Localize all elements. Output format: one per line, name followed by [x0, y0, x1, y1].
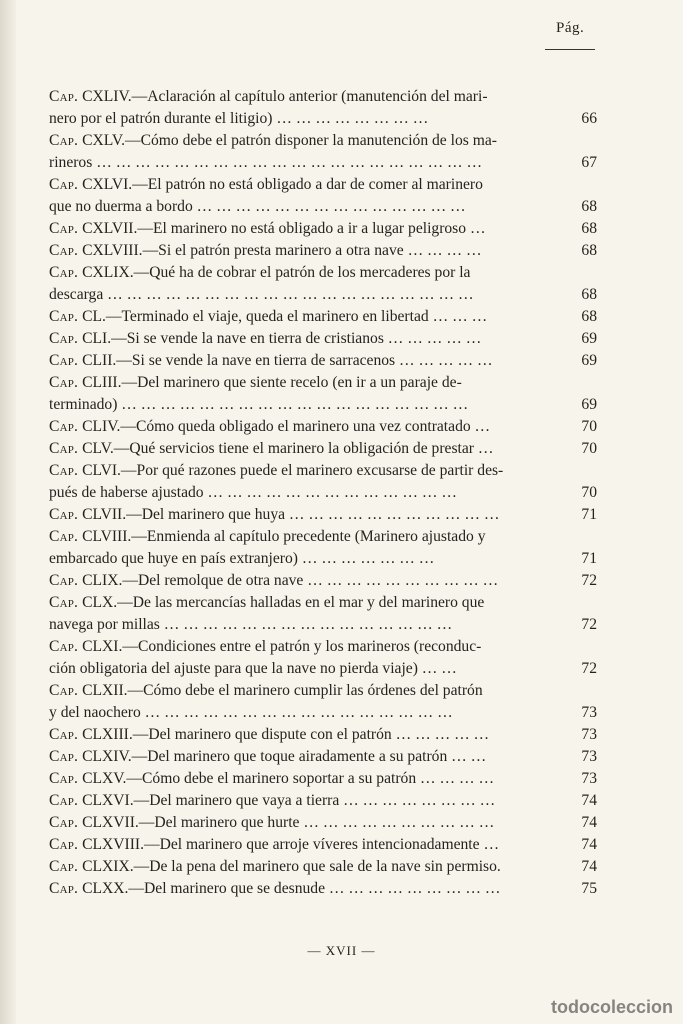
toc-entry-line	[49, 856, 607, 878]
chapter-prefix: Cap.	[49, 220, 79, 237]
chapter-title: CLXVIII.—Del marinero que arroje víveres intencionadamente …	[82, 836, 500, 853]
page-number: 72	[581, 572, 597, 589]
toc-entry	[49, 856, 607, 878]
page-number: 68	[581, 286, 597, 303]
page-number: 68	[581, 198, 597, 215]
chapter-title: CLX.—De las mercancías halladas en el mar y del marinero que	[82, 594, 485, 611]
chapter-prefix: Cap.	[49, 374, 79, 391]
chapter-title: CLIV.—Cómo queda obligado el marinero una vez contratado …	[82, 418, 491, 435]
chapter-title: CXLV.—Cómo debe el patrón disponer la manutención de los ma-	[82, 132, 497, 149]
page-number: 74	[581, 858, 597, 875]
chapter-title-continued: ción obligatoria del ajuste para que la nave no pierda viaje) … …	[49, 660, 457, 677]
chapter-title-continued: pués de haberse ajustado … … … … … … … … … … … … …	[49, 484, 457, 501]
toc-entry	[49, 372, 607, 416]
toc-entry-line	[49, 460, 607, 482]
toc-entry-line	[49, 570, 607, 592]
chapter-prefix: Cap.	[49, 726, 79, 743]
chapter-title: CLIII.—Del marinero que siente recelo (en ir a un paraje de-	[82, 374, 462, 391]
chapter-title: CLXX.—Del marinero que se desnude … … … … … … … … …	[82, 880, 501, 897]
chapter-prefix: Cap.	[49, 770, 79, 787]
chapter-title: CLXVII.—Del marinero que hurte … … … … … … … … … …	[82, 814, 495, 831]
page-number: 75	[581, 880, 597, 897]
page-number: 72	[581, 616, 597, 633]
chapter-prefix: Cap.	[49, 748, 79, 765]
chapter-title-continued: que no duerma a bordo … … … … … … … … … … … … … …	[49, 198, 466, 215]
page-number: 71	[581, 506, 597, 523]
page-number: 72	[581, 660, 597, 677]
chapter-prefix: Cap.	[49, 682, 79, 699]
chapter-prefix: Cap.	[49, 176, 79, 193]
chapter-title-continued: navega por millas … … … … … … … … … … … … … … …	[49, 616, 453, 633]
toc-entry-line	[49, 130, 607, 152]
watermark: todocoleccion	[550, 997, 673, 1017]
chapter-title-continued: y del naochero … … … … … … … … … … … … … … … …	[49, 704, 453, 721]
page-number: 70	[581, 440, 597, 457]
toc-entry-line	[49, 724, 607, 746]
toc-entry-line	[49, 878, 607, 900]
page-number: 74	[581, 836, 597, 853]
toc-entry	[49, 812, 607, 834]
chapter-prefix: Cap.	[49, 308, 79, 325]
page-column-header: Pág.	[556, 20, 585, 36]
page-number: 70	[581, 418, 597, 435]
chapter-title: CLXIII.—Del marinero que dispute con el patrón … … … … …	[82, 726, 490, 743]
chapter-prefix: Cap.	[49, 352, 79, 369]
toc-entry-line	[49, 86, 607, 108]
chapter-prefix: Cap.	[49, 880, 79, 897]
page-number: 69	[581, 352, 597, 369]
chapter-title: CXLVII.—El marinero no está obligado a ir a lugar peligroso …	[82, 220, 486, 237]
page-number: 68	[581, 308, 597, 325]
page-number: 67	[581, 154, 597, 171]
toc-entry-line	[49, 372, 607, 394]
chapter-title-continued: descarga … … … … … … … … … … … … … … … … … … …	[49, 286, 474, 303]
chapter-prefix: Cap.	[49, 638, 79, 655]
header-rule	[545, 49, 595, 50]
toc-entry-line	[49, 834, 607, 856]
page-number: 71	[581, 550, 597, 567]
page-number: 74	[581, 792, 597, 809]
toc-entry-line	[49, 438, 607, 460]
toc-entry-line	[49, 768, 607, 790]
toc-entry	[49, 746, 607, 768]
toc-entry-line	[49, 262, 607, 284]
chapter-prefix: Cap.	[49, 594, 79, 611]
page-number: 66	[581, 110, 597, 127]
toc-entry	[49, 724, 607, 746]
toc-entry	[49, 504, 607, 526]
toc-entry-line	[49, 328, 607, 350]
toc-entry-line	[49, 790, 607, 812]
toc-entry	[49, 768, 607, 790]
chapter-title: CLV.—Qué servicios tiene el marinero la obligación de prestar …	[82, 440, 494, 457]
toc-entry-line	[49, 526, 607, 548]
chapter-prefix: Cap.	[49, 836, 79, 853]
chapter-title: CLXIV.—Del marinero que toque airadamente a su patrón … …	[82, 748, 487, 765]
toc-entry	[49, 218, 607, 240]
toc-entry	[49, 790, 607, 812]
page-number: 69	[581, 330, 597, 347]
chapter-title-continued: embarcado que huye en país extranjero) … … … … … … …	[49, 550, 435, 567]
page-number: 73	[581, 704, 597, 721]
toc-entry-line	[49, 812, 607, 834]
chapter-prefix: Cap.	[49, 572, 79, 589]
chapter-title-continued: rineros … … … … … … … … … … … … … … … … … … … …	[49, 154, 483, 171]
chapter-title: CLIX.—Del remolque de otra nave … … … … … … … … … …	[82, 572, 499, 589]
toc-entry-line	[49, 416, 607, 438]
chapter-title: CLXII.—Cómo debe el marinero cumplir las órdenes del patrón	[82, 682, 483, 699]
chapter-prefix: Cap.	[49, 242, 79, 259]
chapter-prefix: Cap.	[49, 418, 79, 435]
toc-entry	[49, 570, 607, 592]
toc-entry	[49, 460, 607, 504]
chapter-prefix: Cap.	[49, 264, 79, 281]
toc-entry-line	[49, 306, 607, 328]
toc-entry-line	[49, 592, 607, 614]
chapter-title: CLVI.—Por qué razones puede el marinero excusarse de partir des-	[82, 462, 504, 479]
chapter-prefix: Cap.	[49, 330, 79, 347]
chapter-title: CLII.—Si se vende la nave en tierra de sarracenos … … … … …	[82, 352, 493, 369]
toc-entry-line	[49, 636, 607, 658]
chapter-title: CXLIX.—Qué ha de cobrar el patrón de los mercaderes por la	[82, 264, 471, 281]
chapter-prefix: Cap.	[49, 528, 79, 545]
chapter-prefix: Cap.	[49, 814, 79, 831]
toc-entry	[49, 306, 607, 328]
toc-entry	[49, 174, 607, 218]
toc-entry	[49, 834, 607, 856]
chapter-title-continued: nero por el patrón durante el litigio) … … … … … … … …	[49, 110, 429, 127]
chapter-prefix: Cap.	[49, 88, 79, 105]
toc-entry-line	[49, 746, 607, 768]
page-number: 68	[581, 220, 597, 237]
chapter-prefix: Cap.	[49, 132, 79, 149]
toc-entry	[49, 350, 607, 372]
chapter-title: CLI.—Si se vende la nave en tierra de cristianos … … … … …	[82, 330, 482, 347]
chapter-title: CXLVIII.—Si el patrón presta marinero a otra nave … … … …	[82, 242, 482, 259]
toc-entry	[49, 130, 607, 174]
toc-entry	[49, 438, 607, 460]
chapter-title: CLVII.—Del marinero que huya … … … … … … … … … … …	[82, 506, 500, 523]
chapter-title: CLXI.—Condiciones entre el patrón y los marineros (reconduc-	[82, 638, 482, 655]
toc-entry	[49, 636, 607, 680]
toc-entry	[49, 328, 607, 350]
page-number: 73	[581, 748, 597, 765]
chapter-prefix: Cap.	[49, 440, 79, 457]
toc-entry-line	[49, 350, 607, 372]
page-number: 73	[581, 770, 597, 787]
toc-entry	[49, 680, 607, 724]
page-number: 73	[581, 726, 597, 743]
toc-entry	[49, 592, 607, 636]
toc-entry-line	[49, 240, 607, 262]
toc-entry-line	[49, 504, 607, 526]
toc-entry-line	[49, 680, 607, 702]
page-number: 70	[581, 484, 597, 501]
chapter-prefix: Cap.	[49, 506, 79, 523]
toc-entry	[49, 86, 607, 130]
chapter-title-continued: terminado) … … … … … … … … … … … … … … … … … …	[49, 396, 469, 413]
toc-entry	[49, 240, 607, 262]
chapter-title: CLXIX.—De la pena del marinero que sale de la nave sin permiso.	[82, 858, 501, 875]
page-number: 69	[581, 396, 597, 413]
page-edge-shadow	[0, 0, 16, 1024]
toc-entry-line	[49, 218, 607, 240]
page-footer-numeral: — XVII —	[307, 943, 376, 958]
toc-entry	[49, 416, 607, 438]
page-number: 74	[581, 814, 597, 831]
chapter-title: CXLVI.—El patrón no está obligado a dar de comer al marinero	[82, 176, 483, 193]
chapter-prefix: Cap.	[49, 858, 79, 875]
chapter-title: CL.—Terminado el viaje, queda el marinero en libertad … … …	[82, 308, 488, 325]
toc-entry	[49, 262, 607, 306]
chapter-title: CLVIII.—Enmienda al capítulo precedente (Marinero ajustado y	[82, 528, 486, 545]
chapter-prefix: Cap.	[49, 792, 79, 809]
chapter-prefix: Cap.	[49, 462, 79, 479]
toc-entry	[49, 526, 607, 570]
chapter-title: CXLIV.—Aclaración al capítulo anterior (manutención del mari-	[82, 88, 488, 105]
toc-entry	[49, 878, 607, 900]
page-number: 68	[581, 242, 597, 259]
chapter-title: CLXV.—Cómo debe el marinero soportar a su patrón … … … …	[82, 770, 495, 787]
chapter-title: CLXVI.—Del marinero que vaya a tierra … … … … … … … …	[82, 792, 496, 809]
table-of-contents	[49, 86, 607, 900]
toc-entry-line	[49, 174, 607, 196]
